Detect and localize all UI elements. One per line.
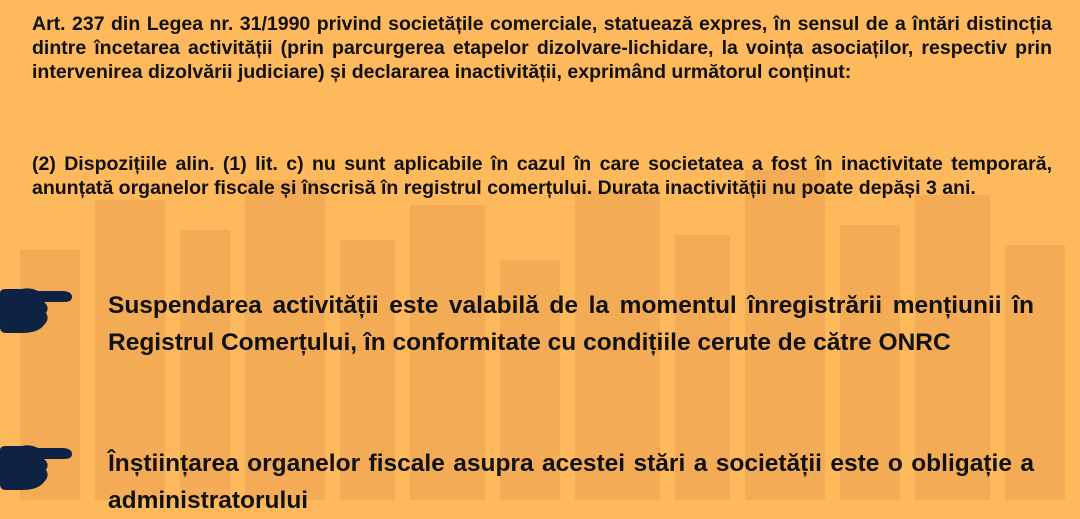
pointing-hand-icon: [0, 283, 72, 333]
bullet-notification: Înștiințarea organelor fiscale asupra acestei stări a societății este o obligație a administratorului: [108, 450, 1034, 514]
bullet-suspension: Suspendarea activității este valabilă de la momentul înregistrării mențiunii în Registrul Comerțului, în conformitate cu condițiile cerute de către ONRC: [108, 292, 1034, 356]
pointing-hand-icon: [0, 440, 72, 490]
law-intro-paragraph: Art. 237 din Legea nr. 31/1990 privind societățile comerciale, statuează expres, în sensul de a întări distincția dintre încetarea activității (prin parcurgerea etapelor dizolvare-lichidare, la voința asociaților, respectiv prin intervenirea dizolvării judiciare) și declararea inactivității, exprimând următorul conținut:: [32, 13, 1052, 83]
law-quote-paragraph: (2) Dispozițiile alin. (1) lit. c) nu sunt aplicabile în cazul în care societatea a fost în inactivitate temporară, anunțată organelor fiscale și înscrisă în registrul comerțului. Durata inactivității nu poate depăși 3 ani.: [32, 153, 1052, 199]
